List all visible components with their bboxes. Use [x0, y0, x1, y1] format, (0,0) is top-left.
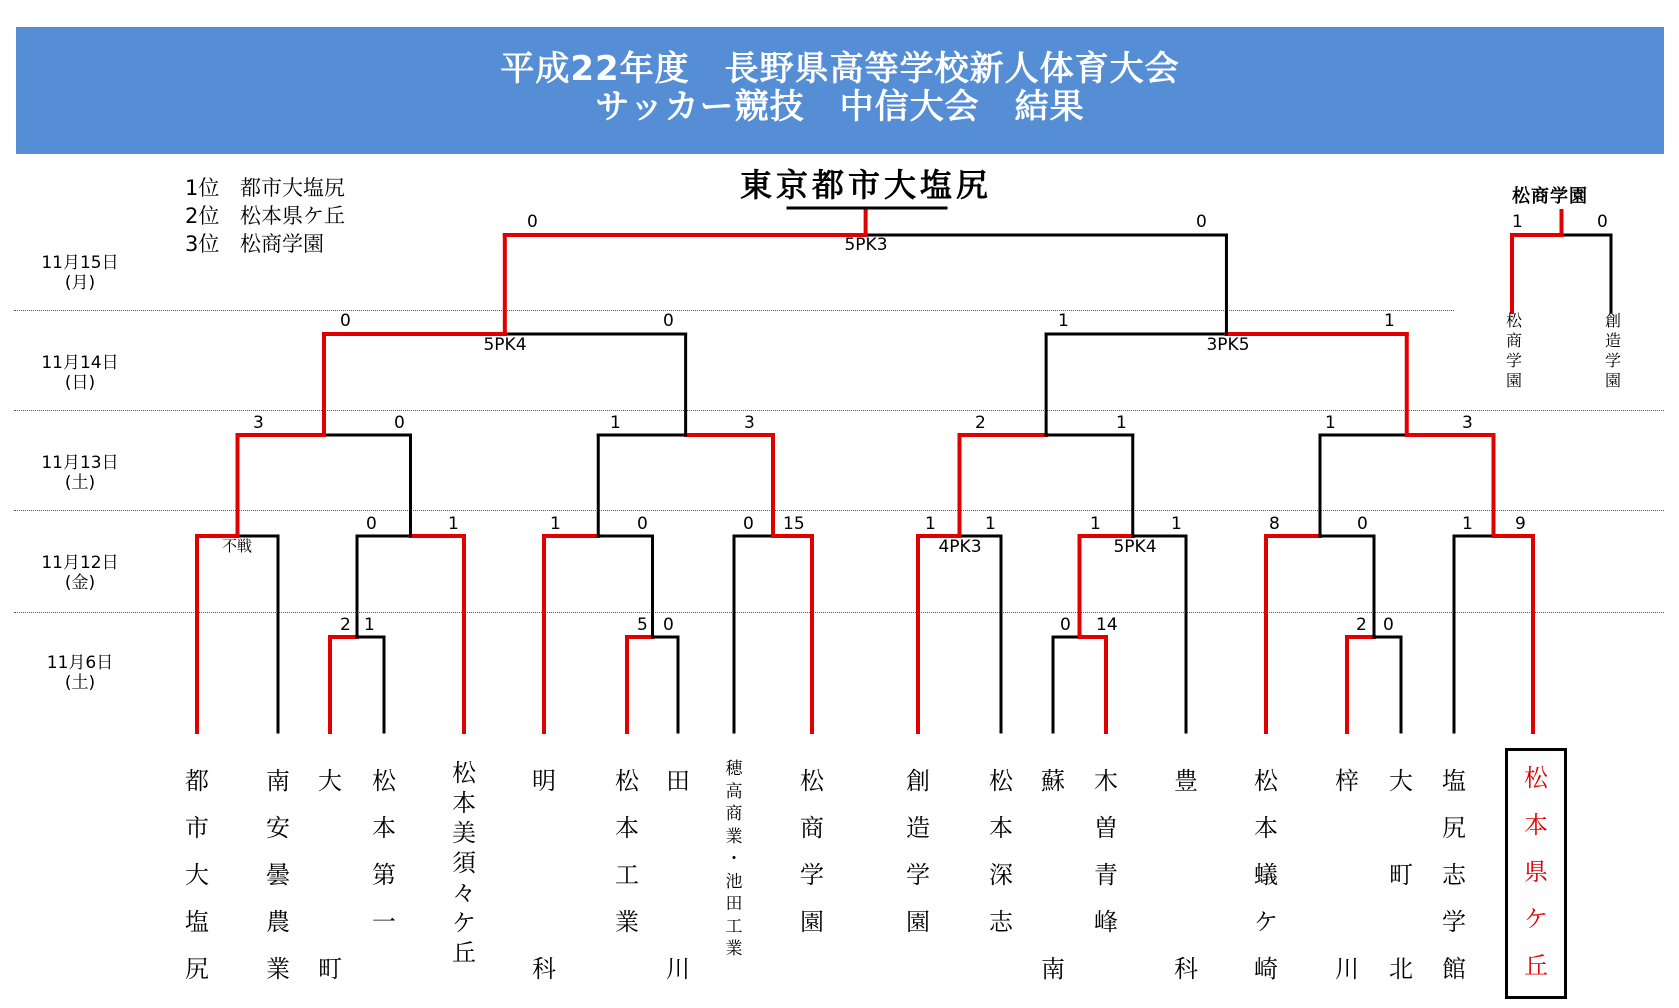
score-r2-5-a: 1 [925, 514, 936, 534]
score-qf4-a: 1 [1325, 413, 1336, 433]
rank-team: 都市大塩尻 [240, 176, 345, 200]
team-name: 松 本 深 志 [989, 767, 1013, 936]
day-text: (土) [64, 673, 96, 693]
score-qf3-a: 2 [975, 413, 986, 433]
team-name: 大 町 [318, 767, 342, 983]
team-name: 松 本 県 ケ 丘 [1505, 748, 1567, 999]
score-r2-3-b: 0 [637, 514, 648, 534]
team-name: 松 本 蟻 ケ 崎 [1254, 767, 1278, 983]
score-r2-6-a: 1 [1090, 514, 1101, 534]
score-qf2-b: 3 [744, 413, 755, 433]
rank-place: 1位 [185, 176, 220, 200]
pk-sf-left: 5PK4 [483, 335, 527, 355]
day-text: (月) [64, 273, 96, 293]
score-r1-2-b: 0 [663, 615, 674, 635]
team-name: 松 本 第 一 [372, 767, 396, 936]
score-r2-3-a: 1 [550, 514, 561, 534]
score-r2-7-a: 8 [1269, 514, 1280, 534]
score-r1-3-a: 0 [1060, 615, 1071, 635]
score-qf3-b: 1 [1116, 413, 1127, 433]
walkover-note: 不戦 [222, 537, 253, 555]
score-r2-2-a: 0 [366, 514, 377, 534]
score-r1-1-a: 2 [340, 615, 351, 635]
pk-r2-6: 5PK4 [1113, 537, 1157, 557]
score-r2-4-b: 15 [783, 514, 805, 534]
rank-team: 松本県ケ丘 [240, 204, 345, 228]
team-name: 松 本 美 須 々 ケ 丘 [452, 759, 476, 967]
score-final-left: 0 [527, 212, 538, 232]
pk-final: 5PK3 [844, 235, 888, 255]
score-third-b: 0 [1597, 212, 1608, 232]
team-name: 田 川 [666, 767, 690, 983]
score-third-a: 1 [1512, 212, 1523, 232]
date-text: 11月15日 [41, 253, 119, 273]
team-name: 穂 高 商 業 ・ 池 田 工 業 [725, 759, 743, 959]
team-name: 松 本 工 業 [615, 767, 639, 936]
day-text: (金) [64, 573, 96, 593]
score-r1-1-b: 1 [364, 615, 375, 635]
pk-sf-right: 3PK5 [1206, 335, 1250, 355]
date-text: 11月12日 [41, 553, 119, 573]
day-text: (日) [64, 373, 96, 393]
rank-place: 2位 [185, 204, 220, 228]
team-name: 明 科 [532, 767, 556, 983]
team-name: 大 町 北 [1389, 767, 1413, 983]
third-place-label: 松商学園 [1512, 186, 1588, 207]
title-line-2: サッカー競技 中信大会 結果 [595, 87, 1085, 127]
rank-team: 松商学園 [240, 232, 324, 256]
team-name: 豊 科 [1174, 767, 1198, 983]
rank-place: 3位 [185, 232, 220, 256]
score-r2-2-b: 1 [448, 514, 459, 534]
third-team-b: 創 造 学 園 [1604, 311, 1621, 390]
team-name: 蘇 南 [1041, 767, 1065, 983]
score-r2-8-a: 1 [1462, 514, 1473, 534]
team-name: 松 商 学 園 [800, 767, 824, 936]
team-name: 木 曽 青 峰 [1094, 767, 1118, 936]
date-text: 11月13日 [41, 453, 119, 473]
score-r2-4-a: 0 [743, 514, 754, 534]
score-r1-2-a: 5 [637, 615, 648, 635]
champion-label: 東京都市大塩尻 [740, 166, 993, 204]
score-qf1-a: 3 [253, 413, 264, 433]
title-line-1: 平成22年度 長野県高等学校新人体育大会 [500, 49, 1180, 89]
score-qf1-b: 0 [394, 413, 405, 433]
score-qf2-a: 1 [610, 413, 621, 433]
score-sf-left-b: 0 [663, 311, 674, 331]
team-name: 創 造 学 園 [906, 767, 930, 936]
score-r2-5-b: 1 [985, 514, 996, 534]
score-sf-right-b: 1 [1384, 311, 1395, 331]
team-name: 塩 尻 志 学 館 [1442, 767, 1466, 983]
score-sf-left-a: 0 [340, 311, 351, 331]
score-r1-4-a: 2 [1356, 615, 1367, 635]
team-name: 都 市 大 塩 尻 [185, 767, 209, 983]
score-qf4-b: 3 [1462, 413, 1473, 433]
score-r2-6-b: 1 [1171, 514, 1182, 534]
score-r2-7-b: 0 [1357, 514, 1368, 534]
date-text: 11月14日 [41, 353, 119, 373]
score-r2-8-b: 9 [1515, 514, 1526, 534]
score-r1-4-b: 0 [1383, 615, 1394, 635]
day-text: (土) [64, 473, 96, 493]
score-r1-3-b: 14 [1096, 615, 1118, 635]
team-name: 梓 川 [1335, 767, 1359, 983]
score-final-right: 0 [1196, 212, 1207, 232]
score-sf-right-a: 1 [1058, 311, 1069, 331]
date-text: 11月6日 [46, 653, 114, 673]
team-name: 南 安 曇 農 業 [266, 767, 290, 983]
third-team-a: 松 商 学 園 [1505, 311, 1522, 390]
pk-r2-5: 4PK3 [938, 537, 982, 557]
